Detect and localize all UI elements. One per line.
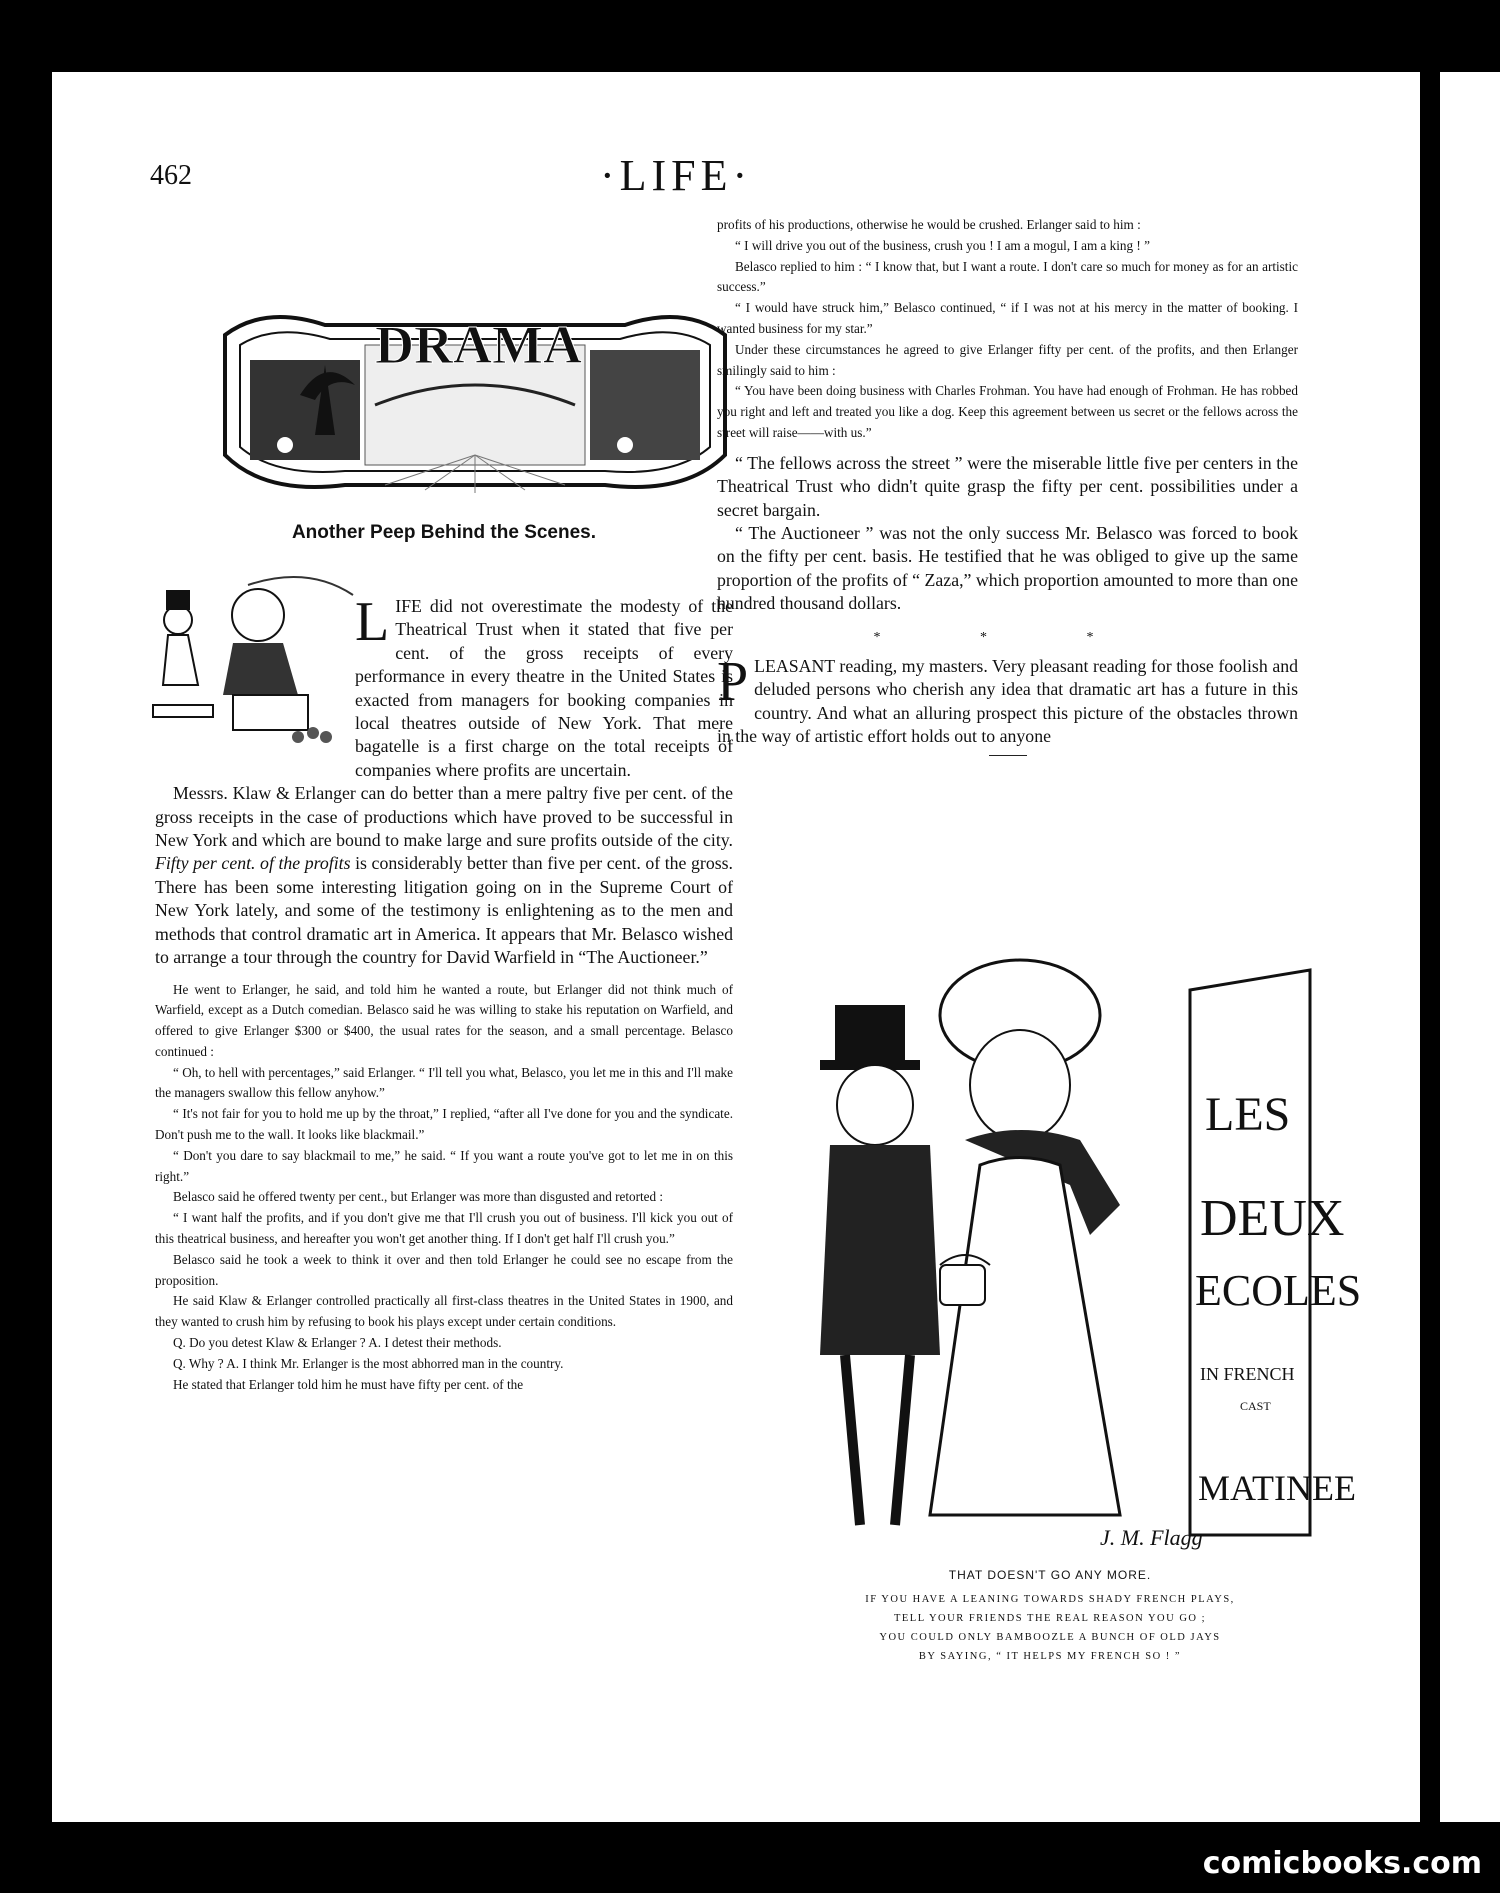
article-paragraph-3: “ The fellows across the street ” were the miserable little five per centers in the Theatrical Trust who didn't quite grasp the fifty per cent. possibilities under a secret bargain. [717, 452, 1298, 520]
testimony-line: “ I will drive you out of the business, crush you ! I am a mogul, I am a king ! ” [735, 237, 1150, 253]
cartoon-title: THAT DOESN'T GO ANY MORE. [948, 1568, 1152, 1582]
article-paragraph-5: PLEASANT reading, my masters. Very pleasant reading for those foolish and deluded persons who cherish any idea that dramatic art has a future in this country. And what an alluring prospect this picture of the obstacles thrown in the way of artistic effort holds out to anyone [717, 651, 1298, 747]
column-rule [989, 755, 1027, 756]
testimony-line: Belasco replied to him : “ I know that, but I want a route. I don't care so much for money as for an artistic success.” [717, 258, 1298, 295]
testimony-line: “ I want half the profits, and if you don't give me that I'll crush you out of business. I'll kick you out of this theatrical business, and hereafter you won't get another thing. If I don't get half I'll crush you.” [155, 1210, 733, 1247]
testimony-line: He stated that Erlanger told him he must have fifty per cent. of the [173, 1376, 524, 1392]
testimony-line: “ I would have struck him,” Belasco continued, “ if I was not at his mercy in the matter of booking. I wanted business for my star.” [717, 300, 1298, 336]
poster-line: LES [1205, 1088, 1291, 1141]
article-headline: Another Peep Behind the Scenes. [291, 522, 597, 543]
artist-signature: J. M. Flagg [1100, 1525, 1203, 1550]
testimony-line: “ You have been doing business with Charles Frohman. You have had enough of Frohman. He has robbed you right and left and treated you like a dog. Keep this agreement between us secret or the fellows across the street will raise——with us.” [717, 383, 1298, 440]
testimony-line: He went to Erlanger, he said, and told him he wanted a route, but Erlanger did not think much of Warfield, except as a Dutch comedian. Belasco said he was willing to stake his reputation on Warfield, and offered to give Erlanger $300 or $400, the usual rates for the season, and a small percentage. Belasco continued : [155, 981, 733, 1059]
left-column [155, 591, 734, 1395]
dropcap-l: L [355, 591, 390, 653]
testimony-line: Q. Why ? A. I think Mr. Erlanger is the most abhorred man in the country. [173, 1355, 564, 1371]
testimony-line: Belasco said he took a week to think it over and then told Erlanger he could see no escape from the proposition. [155, 1251, 733, 1288]
watermark: comicbooks.com [1202, 1846, 1482, 1881]
testimony-line: “ Oh, to hell with percentages,” said Erlanger. “ I'll tell you what, Belasco, you let me in this and I'll make the managers swallow this fellow anyhow.” [155, 1064, 733, 1101]
cartoon-verse-line: TELL YOUR FRIENDS THE REAL REASON YOU GO ; [893, 1613, 1207, 1624]
poster-line: IN FRENCH [1200, 1364, 1295, 1384]
testimony-line: He said Klaw & Erlanger controlled practically all first-class theatres in the United States in 1900, and they wanted to crush him by refusing to book his plays except under certain conditions. [155, 1293, 733, 1330]
testimony-line: Under these circumstances he agreed to give Erlanger fifty per cent. of the profits, and then Erlanger smilingly said to him : [717, 341, 1298, 378]
adjacent-page-edge [1440, 72, 1500, 1822]
poster-line: CAST [1240, 1399, 1271, 1413]
flagg-cartoon-illustration [790, 935, 1362, 1555]
article-paragraph-4: “ The Auctioneer ” was not the only success Mr. Belasco was forced to book on the fifty per cent. basis. He testified that he was obliged to give up the same proportion of the profits of “ Zaza,” which proportion amounted to more than one hundred thousand dollars. [717, 522, 1298, 614]
poster-line: ECOLES [1195, 1266, 1362, 1315]
section-break-stars: * * * [873, 629, 1142, 645]
testimony-line: Q. Do you detest Klaw & Erlanger ? A. I detest their methods. [173, 1335, 502, 1351]
cartoon-verse-line: BY SAYING, “ IT HELPS MY FRENCH SO ! ” [918, 1651, 1182, 1662]
dropcap-p: P [717, 651, 749, 714]
page-number: 462 [150, 160, 192, 191]
masthead: ·LIFE· [600, 151, 753, 200]
testimony-line: Belasco said he offered twenty per cent., but Erlanger was more than disgusted and retorted : [173, 1189, 664, 1205]
cartoon-verse-line: IF YOU HAVE A LEANING TOWARDS SHADY FRENCH PLAYS, [865, 1594, 1235, 1605]
testimony-block [155, 980, 733, 1396]
drama-banner-illustration [205, 305, 745, 505]
article-paragraph-2: Messrs. Klaw & Erlanger can do better than a mere paltry five per cent. of the gross receipts in the case of productions which have proved to be successful in New York and which are bound to make large and sure profits outside of the city. Fifty per cent. of the profits is considerably better than five per cent. of the gross. There has been some interesting litigation going on in the Supreme Court of New York lately, and some of the testimony is enlightening as to the men and methods that control dramatic art in America. It appears that Mr. Belasco wished to arrange a tour through the country for David Warfield in “The Auctioneer.” [155, 783, 734, 968]
poster-line: DEUX [1200, 1190, 1345, 1247]
banner-drama-lettering: DRAMA [375, 315, 582, 375]
testimony-continued [717, 215, 1298, 444]
testimony-line: “ It's not fair for you to hold me up by the throat,” I replied, “after all I've done for you and the syndicate. Don't push me to the wall. It looks like blackmail.” [155, 1106, 733, 1143]
poster-line: MATINEE [1198, 1468, 1356, 1508]
cartoon-verse-line: YOU COULD ONLY BAMBOOZLE A BUNCH OF OLD JAYS [879, 1632, 1221, 1643]
right-column [717, 215, 1298, 762]
testimony-line: “ Don't you dare to say blackmail to me,” he said. “ If you want a route you've got to let me in on this right.” [155, 1147, 733, 1184]
testimony-line: profits of his productions, otherwise he would be crushed. Erlanger said to him : [717, 217, 1141, 232]
cartoon-caption [800, 1568, 1300, 1666]
article-lead-paragraph: LIFE did not overestimate the modesty of the Theatrical Trust when it stated that five per cent. of the gross receipts of every performance in every theatre in the United States is exacted from managers for booking companies in local theatres outside of New York. That mere bagatelle is a first charge on the total receipts of companies where profits are uncertain. [355, 591, 733, 780]
